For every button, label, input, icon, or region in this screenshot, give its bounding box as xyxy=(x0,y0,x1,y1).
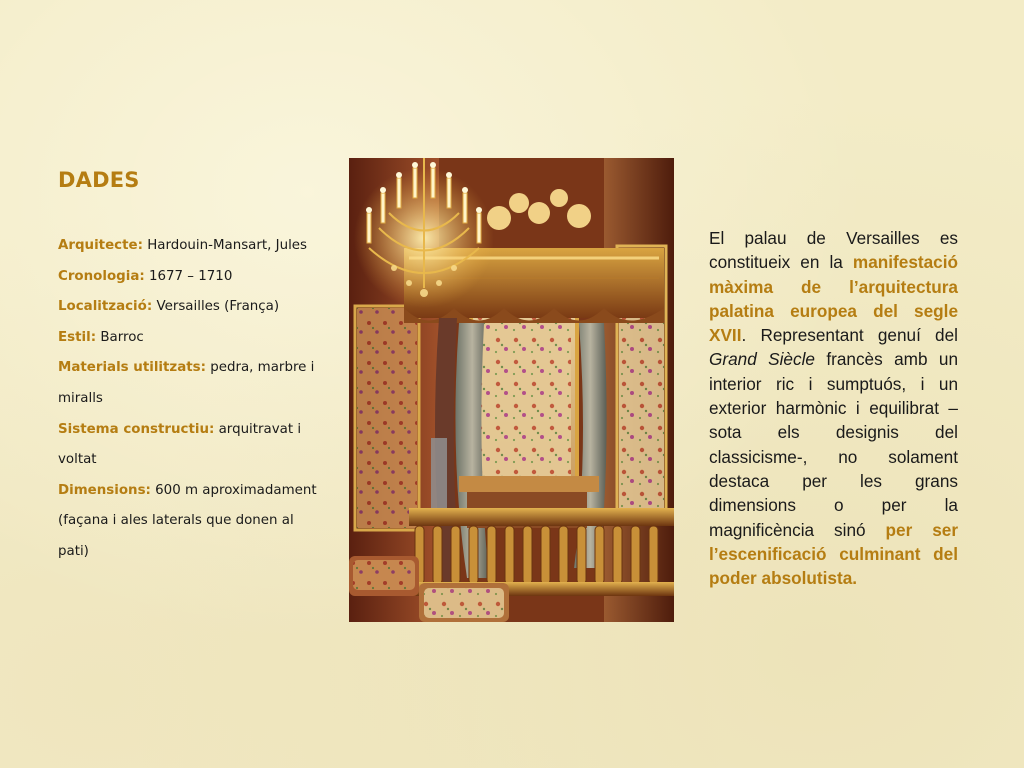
detail-label: Materials utilitzats: xyxy=(58,360,206,376)
detail-label: Estil: xyxy=(58,329,97,345)
paragraph-highlight: manifestació màxima de l’arquitectura palatina europea del segle XVII xyxy=(709,252,958,346)
detail-label: Dimensions: xyxy=(58,482,151,498)
detail-label: Sistema constructiu: xyxy=(58,421,215,437)
detail-dimensions xyxy=(58,476,320,568)
paragraph-italic: Grand Siècle xyxy=(709,349,815,370)
detail-value: Versailles (França) xyxy=(152,299,280,315)
description-paragraph xyxy=(709,226,958,590)
section-heading: DADES xyxy=(58,168,140,192)
detail-value: arquitravat i voltat xyxy=(58,421,302,468)
detail-value: 1677 – 1710 xyxy=(144,268,233,284)
details-list xyxy=(58,231,320,568)
detail-label: Cronologia: xyxy=(58,268,145,284)
detail-value: pedra, marbre i miralls xyxy=(58,360,315,406)
paragraph-highlight: per ser l’escenificació culminant del poder absolutista. xyxy=(709,519,959,589)
paragraph-text: francès amb un interior ric i sumptuós, i un exterior harmònic i equilibrat –sota els designis del classicisme-, no solament destaca per les grans dimensions o per la magnificència sinó xyxy=(709,349,959,540)
detail-chronology xyxy=(58,262,320,293)
paragraph-text: . Representant genuí del xyxy=(741,325,958,346)
detail-label: Localització: xyxy=(58,299,153,315)
detail-value: Hardouin-Mansart, Jules xyxy=(142,238,308,253)
detail-construction xyxy=(58,415,320,476)
detail-value: Barroc xyxy=(96,329,144,345)
detail-style xyxy=(58,323,320,354)
detail-value: 600 m aproximadament (façana i ales laterals que donen al pati) xyxy=(58,482,317,559)
bedroom-photo xyxy=(349,158,674,622)
bedroom-photo-illustration xyxy=(349,158,674,622)
detail-materials xyxy=(58,353,320,414)
corner-mark xyxy=(8,720,22,734)
detail-location xyxy=(58,292,320,323)
detail-architect xyxy=(58,231,320,262)
paragraph-text: El palau de Versailles es constitueix en la xyxy=(709,228,958,273)
detail-label: Arquitecte: xyxy=(58,238,143,253)
